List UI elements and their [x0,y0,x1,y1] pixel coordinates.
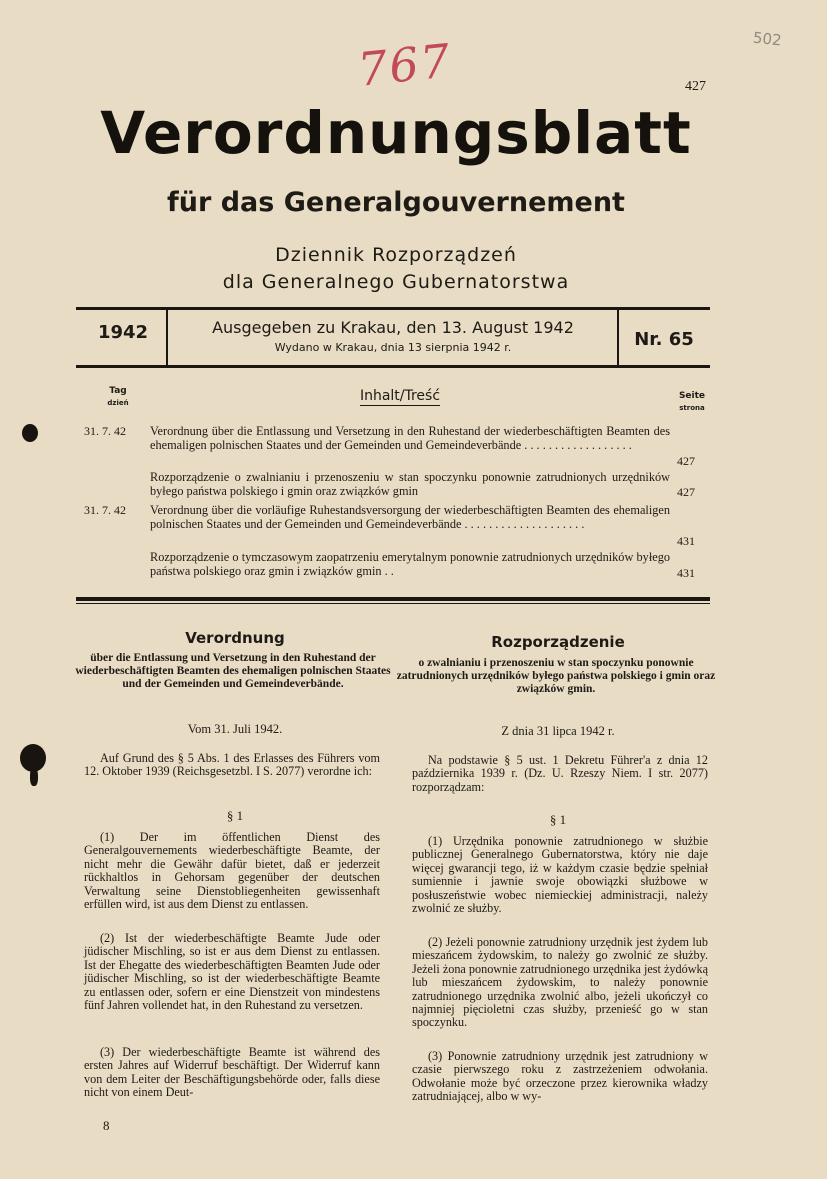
toc-entry-text-de: Verordnung über die vorläufige Ruhestandsversorgung der wiederbeschäftigten Beamten des ehemaligen polnischen Staates und der Gemeinden und Gemeindeverbände . . . . . . . . . . . . . . . . . . . . [150,503,670,531]
contents-tag-label [100,385,136,409]
contents-page-label [672,390,712,414]
polish-title-line2: dla Generalnego Gubernatorstwa [222,271,570,293]
right-section-sign: § 1 [549,812,567,827]
issue-box-divider-right [617,310,619,365]
right-paragraph: (1) Urzędnika ponownie zatrudnionego w służbie publicznej Generalnego Gubernatorstwa, który nie daje więcej gwarancji tego, iż w każdym czasie będzie spełniał sumiennie i jawnie swoje obowiązki służbowe w posłuszeństwie wobec niemieckiej administracji, należy zwolnić ze służby. [412,834,708,916]
issue-date-pl: Wydano w Krakau, dnia 13 sierpnia 1942 r. [274,341,512,354]
seite-label-de: Seite [678,391,706,401]
issue-box-bottom-rule [76,365,710,368]
toc-entry-text-pl: Rozporządzenie o tymczasowym zaopatrzeniu emerytalnym ponownie zatrudnionych urzędników byłego państwa polskiego oraz gmin i związków gmin . . [150,550,670,578]
left-heading: Verordnung [185,629,285,647]
toc-entry-date: 31. 7. 42 [84,503,126,517]
right-paragraph: (2) Jeżeli ponownie zatrudniony urzędnik jest żydem lub mieszańcem żydowskim, to należy go zwolnić ze służby. Jeżeli żona ponownie zatrudnionego urzędnika jest żydówką lub mieszańcem żydowskim, to należy ponownie zatrudnionego urzędnika zwolnić albo, jeżeli ukończył co najmniej pięcioletni czas służby, przenieść go w stan spoczynku. [412,935,708,1030]
right-preamble: Na podstawie § 5 ust. 1 Dekretu Führer'a z dnia 12 października 1939 r. (Dz. U. Rzeszy Niem. I str. 2077) rozporządzam: [412,753,708,794]
right-paragraph: (3) Ponownie zatrudniony urzędnik jest zatrudniony w czasie pierwszego roku z zastrzeżeniem odwołania. Odwołanie może być orzeczone przez kierownika władzy zatrudniającej, albo w wy- [412,1049,708,1104]
footer-page-number: 8 [103,1118,110,1133]
pencil-number: 502 [752,28,783,50]
seite-label-pl: strona [679,404,705,412]
contents-heading-text: Inhalt/Treść [359,388,441,404]
toc-entry-page: 431 [677,534,695,548]
toc-entry-text-pl: Rozporządzenie o zwalnianiu i przenoszeniu w stan spoczynku ponownie zatrudnionych urzędników byłego państwa polskiego i gmin oraz związków gmin [150,470,670,498]
toc-entry-text-de: Verordnung über die Entlassung und Versetzung in den Ruhestand der wiederbeschäftigten Beamten des ehemaligen polnischen Staates und der Gemeinden und Gemeindeverbände . . . . . . . . . . . . . . . . . . [150,424,670,452]
toc-entry-page: 431 [677,566,695,580]
punch-hole-tear [30,768,38,786]
right-heading: Rozporządzenie [491,633,625,651]
handwritten-number: 767 [355,33,455,97]
left-paragraph: (3) Der wiederbeschäftigte Beamte ist während des ersten Jahres auf Widerruf beschäftigt. Der Widerruf kann von dem Leiter der Beschäftigungsbehörde oder, falls diese nicht von einem Deut- [84,1045,380,1100]
contents-heading [300,388,500,404]
gazette-title: Verordnungsblatt [100,99,692,167]
right-date: Z dnia 31 lipca 1942 r. [501,724,615,738]
issue-box-divider-left [166,310,168,365]
issue-year: 1942 [97,322,149,343]
gazette-subtitle: für das Generalgouvernement [167,187,625,218]
contents-separator-thin [76,603,710,604]
issue-date-de: Ausgegeben zu Krakau, den 13. August 1942 [212,318,574,337]
right-subheading: o zwalnianiu i przenoszeniu w stan spoczynku ponownie zatrudnionych urzędników byłego państwa polskiego i gmin oraz związków gmin. [396,657,716,695]
left-paragraph: (1) Der im öffentlichen Dienst des Generalgouvernements wiederbeschäftigte Beamte, der nicht mehr die Gewähr dafür bietet, daß er jederzeit rückhaltlos in Gehorsam gegenüber der deutschen Verwaltung seine Dienstobliegenheiten gewissenhaft erfüllen wird, ist aus dem Dienst zu entlassen. [84,830,380,912]
left-date: Vom 31. Juli 1942. [187,722,283,736]
left-paragraph: (2) Ist der wiederbeschäftigte Beamte Jude oder jüdischer Mischling, so ist er aus dem Dienst zu entlassen. Ist der Ehegatte des wiederbeschäftigten Beamten Jude oder jüdischer Mischling, so ist der wiederbeschäftigte Beamte zu entlassen oder, sofern er eine Dienstzeit von mindestens fünf Jahren vollendet hat, in den Ruhestand zu versetzen. [84,931,380,1013]
issue-number: Nr. 65 [634,329,694,350]
issue-box-top-rule [76,307,710,310]
punch-hole [22,424,38,442]
left-subheading: über die Entlassung und Versetzung in den Ruhestand der wiederbeschäftigten Beamten des ehemaligen polnischen Staates und der Gemeinden und Gemeindeverbände. [75,652,391,690]
left-section-sign: § 1 [226,808,244,823]
tag-label-de: Tag [109,386,127,396]
polish-title-line1: Dziennik Rozporządzeń [275,244,517,266]
toc-entry-page: 427 [677,485,695,499]
tag-label-pl: dzień [107,399,129,407]
contents-separator [76,597,710,601]
left-preamble: Auf Grund des § 5 Abs. 1 des Erlasses des Führers vom 12. Oktober 1939 (Reichsgesetzbl. I S. 2077) verordne ich: [84,751,380,779]
page-number: 427 [685,79,706,94]
toc-entry-date: 31. 7. 42 [84,424,126,438]
toc-entry-page: 427 [677,454,695,468]
